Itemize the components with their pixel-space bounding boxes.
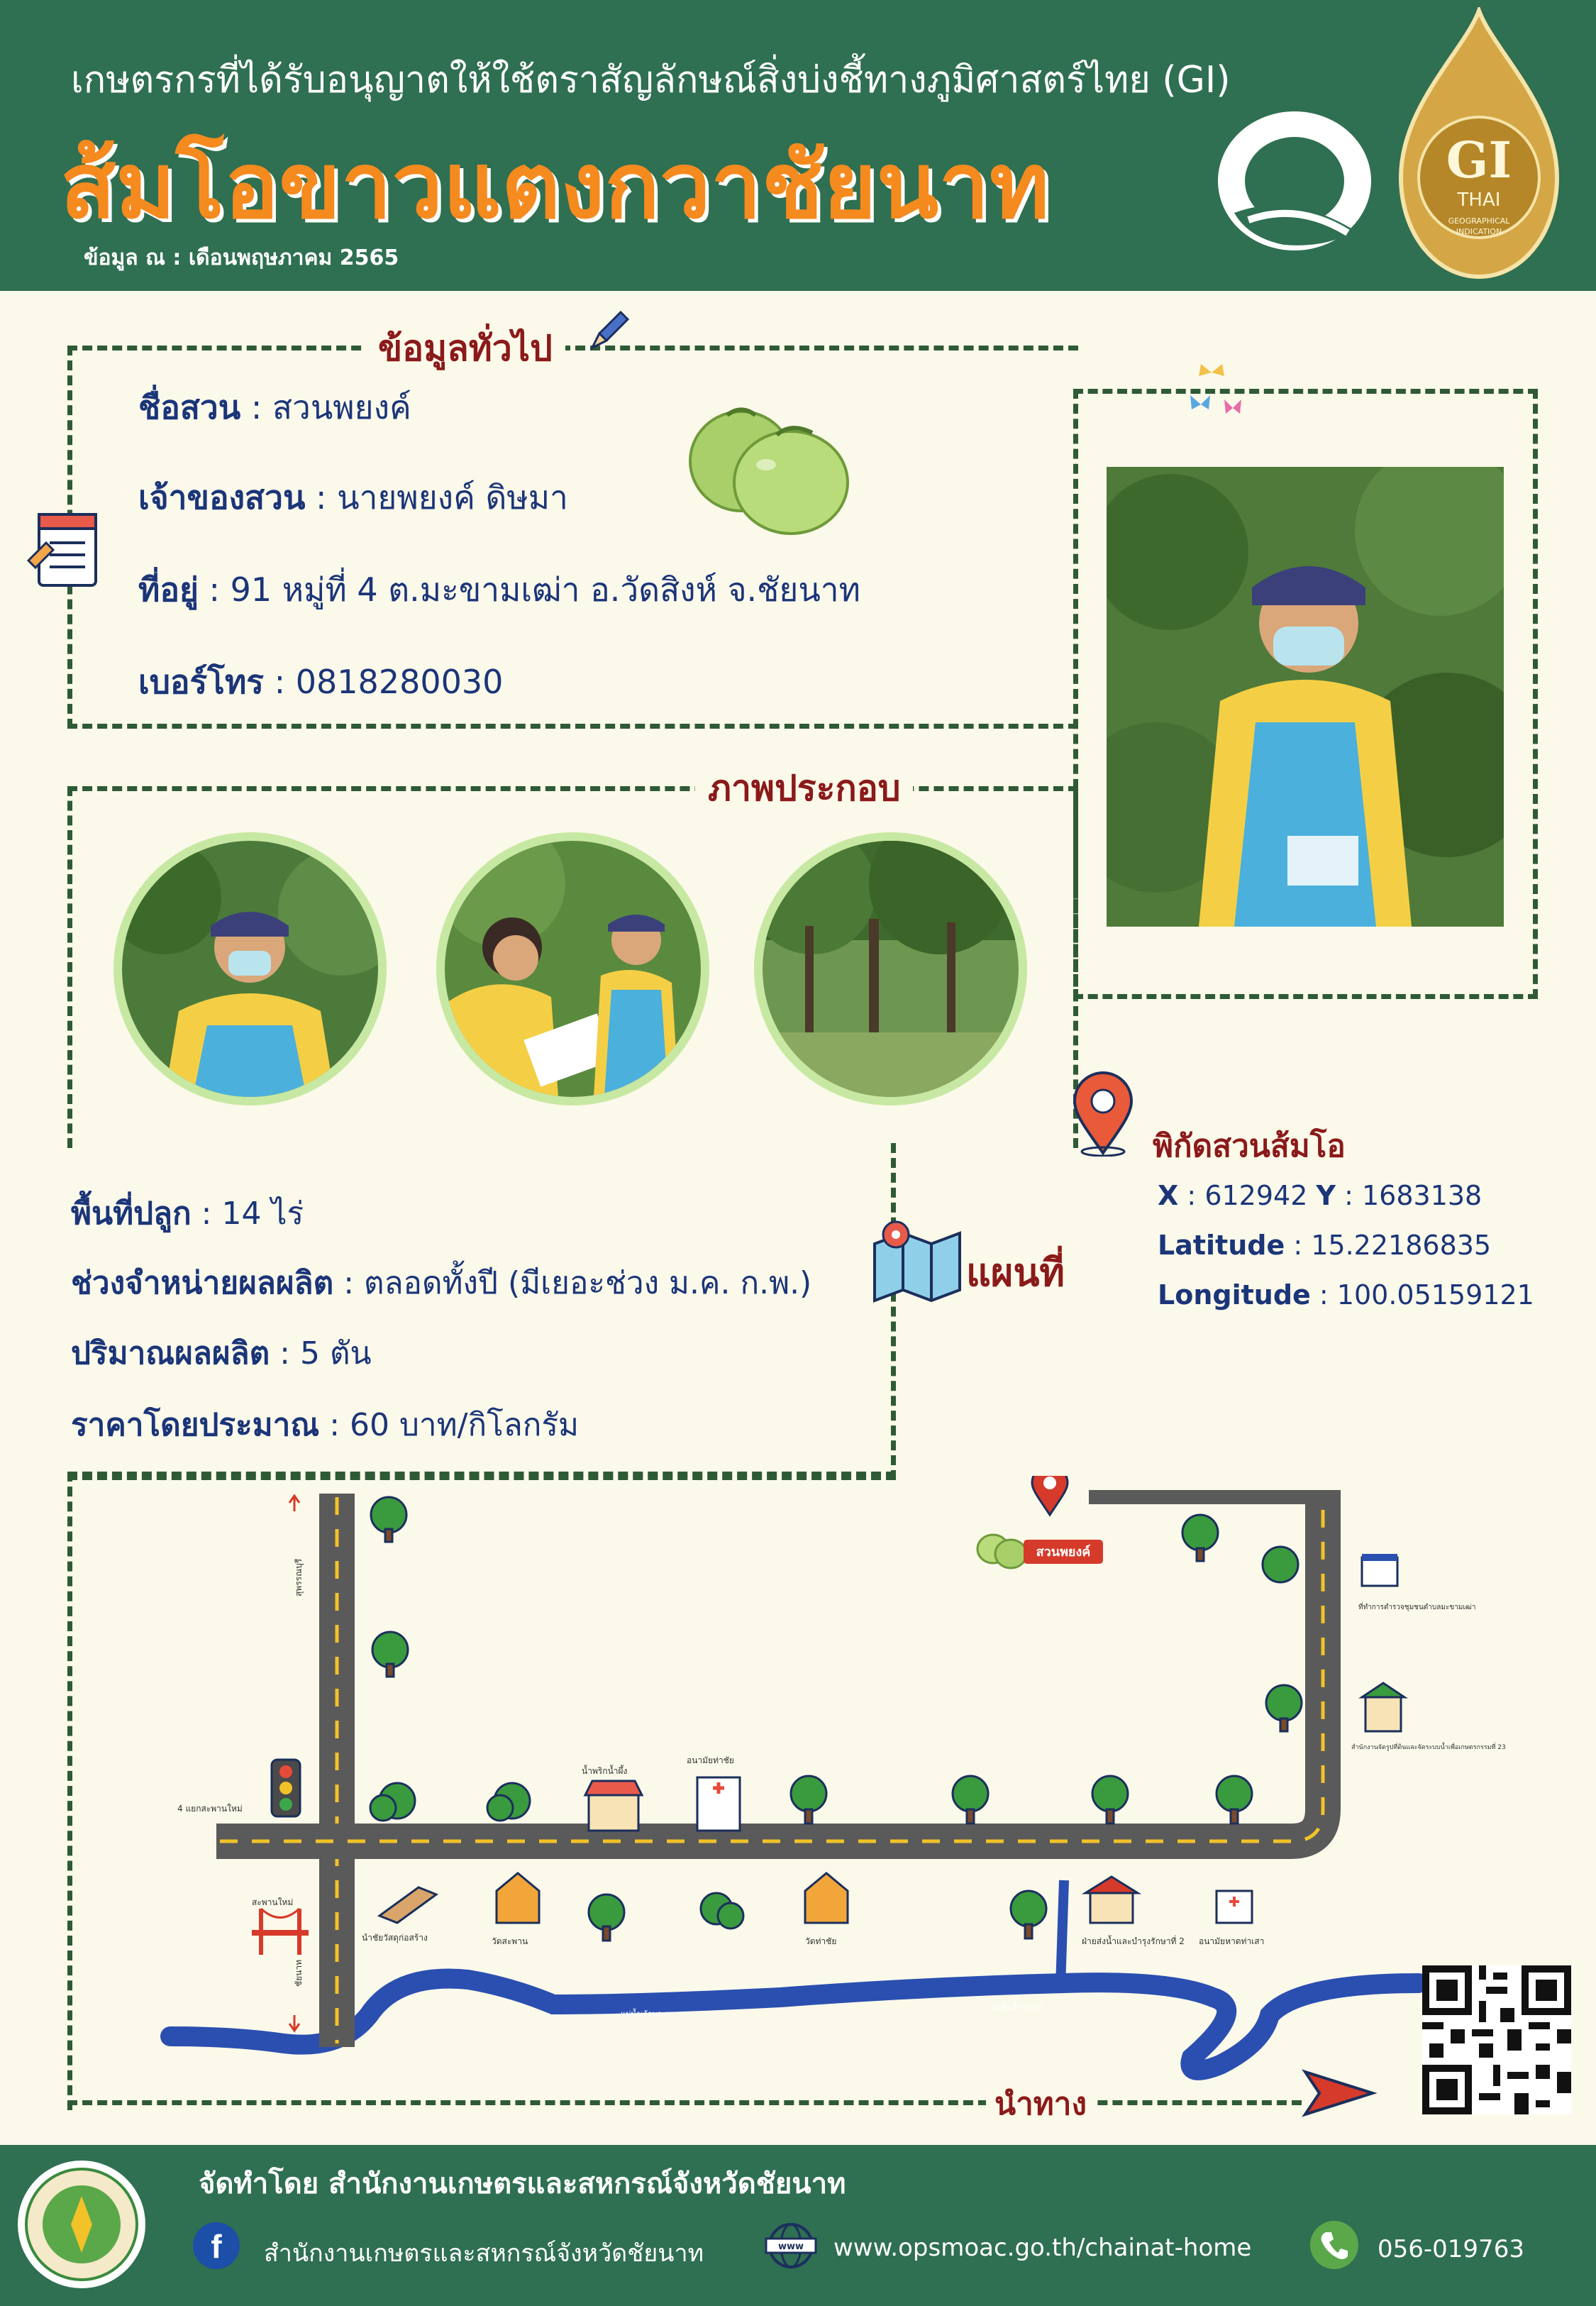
phone-value: 0818280030 bbox=[295, 663, 504, 701]
yield-label: ปริมาณผลผลิต bbox=[71, 1335, 270, 1372]
health-center-icon bbox=[697, 1777, 740, 1831]
location-pin-icon bbox=[1071, 1071, 1135, 1157]
xy-row bbox=[1158, 1180, 1482, 1211]
svg-text:THAI: THAI bbox=[1457, 189, 1501, 211]
address-label: ที่อยู่ bbox=[138, 570, 199, 609]
route-map bbox=[0, 1476, 1596, 2100]
bridge-icon bbox=[252, 1909, 309, 1955]
separator: : bbox=[274, 663, 286, 701]
yield-row bbox=[71, 1328, 372, 1378]
building-supply-label: นำชัยวัสดุก่อสร้าง bbox=[362, 1933, 428, 1943]
land-office-label: สำนักงานจัดรูปที่ดินและจัดระบบน้ำเพื่อเกษตรกรรมที่ 23 bbox=[1351, 1744, 1506, 1751]
irrigation-office-icon bbox=[1085, 1877, 1138, 1923]
x-label: X bbox=[1158, 1180, 1179, 1211]
gi-thai-logo-icon bbox=[1387, 7, 1571, 284]
page-title: ส้มโอขาวแตงกวาชัยนาท bbox=[60, 133, 1050, 239]
garden-map-tag: สวนพยงค์ bbox=[1036, 1545, 1091, 1560]
garden-name-value: สวนพยงค์ bbox=[272, 388, 411, 426]
provincial-office-seal-icon bbox=[14, 2157, 149, 2292]
owner-row bbox=[138, 472, 568, 524]
website-link[interactable]: www.opsmoac.go.th/chainat-home bbox=[833, 2234, 1252, 2262]
latitude-value: 15.22186835 bbox=[1311, 1230, 1492, 1261]
intersection-label: 4 แยกสะพานใหม่ bbox=[177, 1804, 243, 1814]
health-center-2-icon bbox=[1217, 1891, 1252, 1923]
yield-value: 5 ตัน bbox=[299, 1335, 372, 1372]
svg-text:INDICATION: INDICATION bbox=[1456, 227, 1502, 236]
river-label-1: แม่น้ำเจ้าพระยา bbox=[621, 2009, 675, 2019]
government-office-icon bbox=[1362, 1683, 1404, 1731]
address-value: 91 หมู่ที่ 4 ต.มะขามเฒ่า อ.วัดสิงห์ จ.ชัยนาท bbox=[230, 570, 860, 609]
x-value: 612942 bbox=[1204, 1180, 1308, 1211]
y-label: Y bbox=[1316, 1180, 1336, 1211]
globe-www-icon bbox=[763, 2221, 819, 2271]
separator: : bbox=[1344, 1180, 1353, 1211]
garden-name-row bbox=[138, 382, 411, 434]
pencil-icon bbox=[585, 305, 635, 355]
area-row bbox=[71, 1188, 304, 1238]
health-center-1-label: อนามัยท่าชัย bbox=[687, 1755, 734, 1765]
prepared-by: จัดทำโดย สำนักงานเกษตรและสหกรณ์จังหวัดชัยนาท bbox=[199, 2168, 846, 2200]
photos-title: ภาพประกอบ bbox=[695, 761, 913, 817]
temple-1-label: วัดสะพาน bbox=[492, 1936, 528, 1946]
phone-label: เบอร์โทร bbox=[138, 663, 264, 701]
south-road-label: ชัยนาท bbox=[294, 1959, 304, 1987]
latitude-row bbox=[1158, 1230, 1491, 1261]
health-center-2-label: อนามัยหาดท่าเสา bbox=[1199, 1936, 1265, 1946]
map-title: แผนที่ bbox=[966, 1250, 1065, 1295]
separator: : bbox=[343, 1265, 355, 1301]
q-mark-logo-icon bbox=[1206, 106, 1383, 263]
price-value: 60 บาท/กิโลกรัม bbox=[350, 1407, 579, 1443]
phone-icon bbox=[1309, 2219, 1360, 2271]
traffic-light-icon bbox=[272, 1760, 300, 1816]
facebook-icon[interactable] bbox=[192, 2221, 241, 2271]
facebook-link[interactable]: สำนักงานเกษตรและสหกรณ์จังหวัดชัยนาท bbox=[264, 2239, 704, 2268]
police-label: ที่ทำการตำรวจชุมชนตำบลมะขามเฒ่า bbox=[1358, 1604, 1476, 1611]
river bbox=[170, 1979, 1419, 2070]
building-supplies-icon bbox=[379, 1887, 436, 1923]
navigate-label: นำทาง bbox=[986, 2079, 1095, 2129]
general-info-title: ข้อมูลทั่วไป bbox=[365, 321, 565, 377]
longitude-value: 100.05159121 bbox=[1336, 1279, 1534, 1311]
longitude-label: Longitude bbox=[1158, 1279, 1311, 1311]
irrigation-label: ฝ่ายส่งน้ำและบำรุงรักษาที่ 2 bbox=[1082, 1936, 1185, 1946]
gallery-photo-1 bbox=[113, 832, 387, 1105]
season-value: ตลอดทั้งปี (มีเยอะช่วง ม.ค. ก.พ.) bbox=[364, 1265, 812, 1301]
longitude-row bbox=[1158, 1279, 1534, 1311]
price-row bbox=[71, 1400, 579, 1450]
gallery-photo-2 bbox=[436, 832, 709, 1105]
address-row bbox=[138, 564, 860, 616]
separator: : bbox=[279, 1335, 290, 1372]
footer-phone[interactable]: 056-019763 bbox=[1378, 2235, 1524, 2263]
temple-icons bbox=[497, 1873, 848, 1923]
owner-value: นายพยงค์ ดิษมา bbox=[337, 478, 568, 517]
svg-text:GI: GI bbox=[1446, 131, 1512, 189]
separator: : bbox=[1319, 1279, 1329, 1311]
phone-row bbox=[138, 656, 503, 708]
coordinates-title: พิกัดสวนส้มโอ bbox=[1153, 1128, 1346, 1164]
latitude-label: Latitude bbox=[1158, 1230, 1285, 1261]
butterflies-icon bbox=[1183, 351, 1254, 422]
separator: : bbox=[201, 1196, 212, 1232]
qr-code[interactable] bbox=[1422, 1965, 1571, 2114]
area-label: พื้นที่ปลูก bbox=[71, 1196, 192, 1232]
svg-text:f: f bbox=[211, 2228, 222, 2265]
canal bbox=[1060, 1880, 1064, 1987]
temple-2-label: วัดท่าชัย bbox=[805, 1936, 837, 1946]
nam-prik-label: น้ำพริกน้ำผึ้ง bbox=[582, 1766, 628, 1776]
shop-icon bbox=[585, 1781, 642, 1831]
bridge-label: สะพานใหม่ bbox=[252, 1897, 294, 1907]
gallery-photo-3 bbox=[754, 832, 1027, 1105]
north-road-label: สุพรรณบุรี bbox=[294, 1558, 304, 1596]
separator: : bbox=[1293, 1230, 1303, 1261]
price-label: ราคาโดยประมาณ bbox=[71, 1407, 320, 1443]
header-subtitle: เกษตรกรที่ได้รับอนุญาตให้ใช้ตราสัญลักษณ์สิ่งบ่งชี้ทางภูมิศาสตร์ไทย (GI) bbox=[71, 59, 1231, 101]
navigate-arrow-icon[interactable] bbox=[1302, 2065, 1380, 2122]
data-date: ข้อมูล ณ : เดือนพฤษภาคม 2565 bbox=[84, 246, 399, 270]
folded-map-icon bbox=[871, 1219, 963, 1304]
area-value: 14 ไร่ bbox=[221, 1196, 304, 1232]
separator: : bbox=[316, 478, 327, 517]
season-label: ช่วงจำหน่ายผลผลิต bbox=[71, 1265, 334, 1301]
map-box-bottom bbox=[67, 2100, 1302, 2105]
tree-icons bbox=[370, 1497, 1302, 1941]
pomelo-fruit-icon bbox=[685, 401, 855, 536]
separator: : bbox=[329, 1407, 340, 1443]
police-station-icon bbox=[1362, 1554, 1397, 1586]
svg-text:GEOGRAPHICAL: GEOGRAPHICAL bbox=[1448, 216, 1510, 226]
owner-label: เจ้าของสวน bbox=[138, 478, 306, 517]
y-value: 1683138 bbox=[1362, 1180, 1483, 1211]
www-icon-text: www bbox=[777, 2241, 804, 2252]
road-horizontal bbox=[216, 1494, 1323, 1841]
separator: : bbox=[1187, 1180, 1197, 1211]
notepad-icon bbox=[25, 504, 103, 589]
separator: : bbox=[250, 388, 262, 426]
garden-name-label: ชื่อสวน bbox=[138, 388, 241, 426]
season-row bbox=[71, 1258, 811, 1308]
separator: : bbox=[209, 570, 221, 609]
owner-portrait-photo bbox=[1107, 467, 1504, 927]
river-label-2: แม่น้ำเจ้าพระยา bbox=[990, 2002, 1044, 2012]
